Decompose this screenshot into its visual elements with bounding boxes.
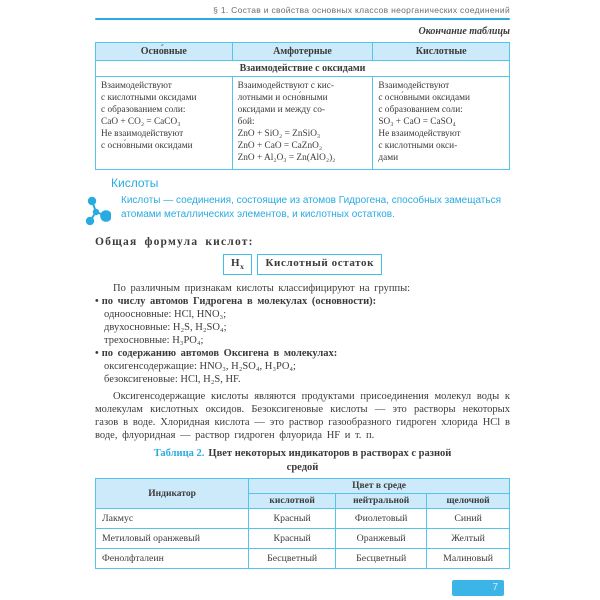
table2-caption-label: Таблица 2.	[153, 448, 205, 460]
page-content	[95, 0, 510, 569]
molecule-icon	[81, 195, 111, 234]
bullet-2-text: по содержанию автомов Оксигена в молекулах:	[101, 348, 338, 360]
cell-line: Взаимодействуют с кис-	[237, 81, 334, 91]
indicator-table	[95, 478, 510, 569]
bullet-marker: •	[95, 348, 99, 360]
oxides-section-row	[96, 61, 510, 77]
subcol-acidic: кислотной	[249, 494, 336, 509]
indicator-header-row-1	[96, 479, 510, 494]
classification-bullet-2	[95, 347, 510, 360]
cell-line: CaO + CO₂ = CaCO₃	[101, 117, 181, 127]
body-paragraph: Оксигенсодержащие кислоты являются продуктами присоединения молекул воды к молекулам кислотных оксидов. Безоксигеновые кислоты — это растворы некоторых газов в воде. Хлоридная кислота — это раствор газообразного гидроген хлорида HCl в воде, флуоридная — раствор гидроген флуорида HF и т. п.	[95, 391, 510, 442]
acids-definition-block	[95, 194, 510, 228]
oxides-section-title: Взаимодействие с оксидами	[96, 61, 510, 77]
cell-line: SO₃ + CaO = CaSO₄	[378, 117, 456, 127]
color-acidic: Красный	[249, 529, 336, 549]
cell-line: дами	[378, 153, 399, 163]
cell-line: Взаимодействуют	[378, 81, 450, 91]
cell-line: Взаимодействуют	[101, 81, 172, 91]
acids-section-heading: Кислоты	[111, 176, 159, 190]
table-row	[96, 549, 510, 569]
cell-line: с осно́вными оксидами	[378, 93, 470, 103]
color-neutral: Бесцветный	[336, 549, 427, 569]
color-acidic: Бесцветный	[249, 549, 336, 569]
acids-definition-text: Кислоты — соединения, состоящие из атомов Гидрогена, способных замещаться атомами металлических элементов, и кислотных остатков.	[121, 195, 501, 220]
running-header: § 1. Состав и свойства основных классов неорганических соединений	[213, 5, 510, 15]
cell-line: лотными и осно́вными	[237, 93, 328, 103]
oxides-body-row	[96, 77, 510, 170]
color-alkaline: Желтый	[427, 529, 510, 549]
formula-hydrogen-box	[223, 254, 253, 275]
list-item: одноосновные: HCl, HNO₃;	[104, 309, 227, 321]
list-item: двухосновные: H₂S, H₂SO₄;	[104, 322, 227, 334]
formula-residue-box: Кислотный остаток	[257, 254, 382, 275]
cell-line: с образованием соли:	[378, 105, 463, 115]
formula-h: H	[230, 257, 241, 269]
color-group-header: Цвет в среде	[249, 479, 510, 494]
cell-line: ZnO + SiO₂ = ZnSiO₃	[237, 129, 321, 139]
cell-line: с кислотными окси-	[378, 141, 458, 151]
cell-line: с кислотными оксидами	[101, 93, 197, 103]
page-number-badge: 7	[452, 580, 504, 596]
table-row	[96, 509, 510, 529]
list-item: оксигенсодержащие: HNO₃, H₂SO₄, H₃PO₄;	[104, 361, 296, 373]
oxides-cell-acidic	[373, 77, 510, 170]
cell-line: с образованием соли:	[101, 105, 186, 115]
bullet-marker: •	[95, 296, 99, 308]
header-rule	[95, 18, 510, 20]
table-row	[96, 529, 510, 549]
cell-line: бой:	[237, 117, 255, 127]
cell-line: ZnO + Al₂O₃ = Zn(AlO₂)₂	[237, 153, 336, 163]
indicator-col-header: Индикатор	[96, 479, 249, 509]
list-item: трехосновные: H₃PO₄;	[104, 335, 204, 347]
indicator-name: Фенолфталеин	[96, 549, 249, 569]
cell-line: ZnO + CaO = CaZnO₂	[237, 141, 323, 151]
classification-bullet-1	[95, 295, 510, 308]
cell-line: с осно́вными оксидами	[101, 141, 193, 151]
oxides-table	[95, 42, 510, 170]
formula-h-subscript: x	[240, 262, 245, 272]
table2-caption-text: Цвет некоторых индикаторов в растворах с разной средой	[208, 448, 452, 473]
list-item: безоксигеновые: HCl, H₂S, HF.	[104, 374, 241, 386]
cell-line: оксидами и между со-	[237, 105, 325, 115]
formula-intro: Общая формула кислот:	[95, 236, 254, 248]
color-acidic: Красный	[249, 509, 336, 529]
indicator-name: Лакмус	[96, 509, 249, 529]
oxides-cell-amphoteric	[232, 77, 373, 170]
color-alkaline: Малиновый	[427, 549, 510, 569]
subcol-neutral: нейтральной	[336, 494, 427, 509]
subcol-alkaline: щелочной	[427, 494, 510, 509]
color-neutral: Оранжевый	[336, 529, 427, 549]
acid-formula	[95, 254, 510, 275]
classification-list	[95, 282, 510, 386]
bullet-1-text: по числу автомов Гидрогена в молекулах (основности):	[101, 296, 377, 308]
cell-line: Не взаимодействуют	[101, 129, 184, 139]
cell-line: Не взаимодействуют	[378, 129, 461, 139]
oxides-col-acidic: Кислотные	[373, 43, 510, 61]
table2-caption	[138, 447, 468, 474]
classification-intro: По различным признакам кислоты классифицируют на группы:	[113, 283, 411, 295]
oxides-col-amphoteric: Амфотерные	[232, 43, 373, 61]
color-neutral: Фиолетовый	[336, 509, 427, 529]
oxides-table-header-row	[96, 43, 510, 61]
color-alkaline: Синий	[427, 509, 510, 529]
oxides-col-basic: Осно́вные	[96, 43, 233, 61]
oxides-cell-basic	[96, 77, 233, 170]
indicator-name: Метиловый оранжевый	[96, 529, 249, 549]
table-continuation-note: Окончание таблицы	[418, 26, 510, 37]
